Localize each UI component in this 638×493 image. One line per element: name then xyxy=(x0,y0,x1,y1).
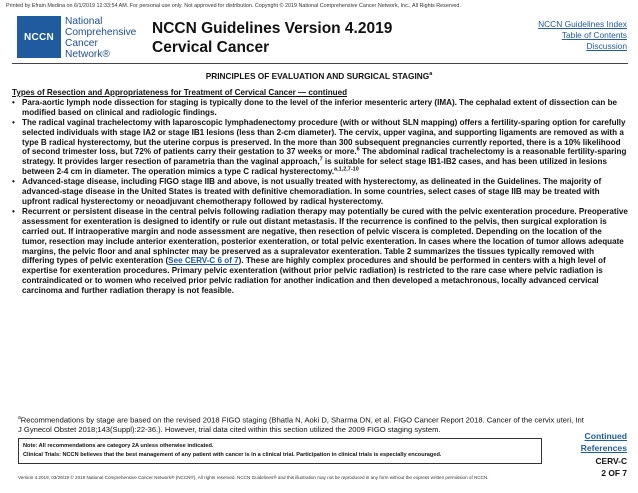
bullet-item xyxy=(12,118,628,177)
clinical-trials-line: Clinical Trials: NCCN believes that the best management of any patient with cancer is in a clinical trial. Participation in clinical trials is especially encouraged. xyxy=(23,451,442,458)
bullet-item xyxy=(12,177,628,207)
copyright-footer: Version 4.2019, 03/29/19 © 2019 National Comprehensive Cancer Network® (NCCN®), All rights reserved. NCCN Guidelines® and this illustration may not be reproduced in any form without the express written permission of NCCN. xyxy=(18,475,489,480)
continued-link[interactable]: Continued xyxy=(584,431,627,441)
guideline-version-title: NCCN Guidelines Version 4.2019 xyxy=(152,20,393,37)
bullet-item xyxy=(12,98,628,118)
logo-word: Cancer xyxy=(65,38,98,49)
discussion-link[interactable]: Discussion xyxy=(586,41,627,51)
references-link[interactable]: References xyxy=(580,443,627,453)
logo-word: Comprehensive xyxy=(65,27,137,38)
section-continued-label: — continued xyxy=(295,88,348,97)
bullet-text: Advanced-stage disease, including FIGO stage IIB and above, is not usually treated with hysterectomy, as delineated in the Guidelines. The majority of advanced-stage disease in the United States is treated with definitive chemoradiation. In some countries, select cases of stage IIB may be treated with upfront radical hysterectomy or neoadjuvant chemotherapy followed by radical hysterectomy. xyxy=(22,177,602,206)
page-code: CERV-C xyxy=(595,456,627,466)
guideline-title xyxy=(152,19,392,57)
footnote-text: Recommendations by stage are based on the revised 2018 FIGO staging (Bhatla N, Aoki D, Sharma DN, et al. FIGO Cancer Report 2018. Cancer of the cervix uteri, Int J Gynecol Obstet 2018;143(Suppl):22-36.). However, trial data cited within this section utilized the 2009 FIGO staging system. xyxy=(18,415,584,435)
logo-word: National xyxy=(65,16,103,27)
table-of-contents-link[interactable]: Table of Contents xyxy=(561,30,627,40)
section-heading xyxy=(12,88,628,98)
footnote xyxy=(18,414,588,435)
bullet-list xyxy=(12,98,628,296)
page-heading-footnote-mark: a xyxy=(429,71,433,78)
citation-mark: 7 xyxy=(319,156,323,163)
nccn-logo xyxy=(17,16,136,60)
page-heading-text: PRINCIPLES OF EVALUATION AND SURGICAL STAGING xyxy=(205,71,430,81)
printed-notice: Printed by Efrain Medina on 6/1/2019 12:33:54 AM. For personal use only. Not approved for distribution. Copyright © 2019 National Comprehensive Cancer Network, Inc., All Rights Reserved. xyxy=(6,3,461,9)
logo-word: Network® xyxy=(65,49,110,60)
citation-mark: a,1,2,7-10 xyxy=(334,166,359,173)
bullet-text: The abdominal radical trachelectomy is a reasonable fertility-sparing strategy. It provides larger resection of parametria than the vaginal approach, xyxy=(22,147,627,167)
note-box xyxy=(18,438,542,464)
content-body xyxy=(12,88,628,296)
section-heading-text: Types of Resection and Appropriateness for Treatment of Cervical Cancer xyxy=(12,88,296,97)
bullet-text: is suitable for select stage IB1-IB2 cases, and has been utilized in lesions between 2-4 cm in diameter. The operation mimics a type C radical hysterectomy. xyxy=(22,157,607,177)
guideline-disease-title: Cervical Cancer xyxy=(152,39,270,56)
logo-wordmark xyxy=(65,16,136,60)
logo-badge: NCCN xyxy=(17,16,61,58)
bullet-text: Para-aortic lymph node dissection for staging is typically done to the level of the inferior mesenteric artery (IMA). The cephalad extent of dissection can be modified based on clinical and radiologic findings. xyxy=(22,97,618,117)
bullet-item xyxy=(12,207,628,296)
header-divider xyxy=(12,63,628,64)
bullet-text: Recurrent or persistent disease in the central pelvis following radiation therapy may potentially be cured with the pelvic exenteration procedure. Preoperative assessment for exenteration is designed to identify or rule out distant metastasis. If the recurrence is confined to the pelvis, then surgical exploration is carried out. If intraoperative margin and node assessment are negative, then resection of pelvic viscera is completed. Depending on the location of the tumor, resection may include anterior exenteration, posterior exenteration, or total pelvic exenteration. In cases where the location of tumor allows adequate margins, the pelvic floor and anal sphincter may be preserved as a supralevator exenteration. Table 2 summarizes the tissues typically removed with differing types of pelvic exenteration ( xyxy=(22,206,628,266)
guidelines-index-link[interactable]: NCCN Guidelines Index xyxy=(538,19,627,29)
footnote-mark: a xyxy=(18,415,21,421)
bullet-text: The radical vaginal trachelectomy with laparoscopic lymphadenectomy procedure (with or without SLN mapping) offers a fertility-sparing option for carefully selected individuals with stage IA2 or stage IB1 lesions (less than 2-cm diameter). The cervix, upper vagina, and supporting ligaments are removed as with a type B radical hysterectomy, but the uterine corpus is preserved. In the more than 300 subsequent pregnancies currently reported, there is a 10% likelihood of second trimester loss, but 72% of patients carry their gestation to 37 weeks or more. xyxy=(22,117,626,157)
note-line: Note: All recommendations are category 2A unless otherwise indicated. xyxy=(23,443,214,449)
page-number: 2 OF 7 xyxy=(601,468,627,478)
bullet-text: ). These are highly complex procedures and should be performed in centers with a high level of expertise for exenteration procedures. Primary pelvic exenteration (without prior pelvic radiation) is restricted to the rare case where pelvic radiation is contraindicated or to women who received prior pelvic radiation for another indication and then developed a metachronous, locally advanced cervical carcinoma and further radiation therapy is not feasible. xyxy=(22,256,606,296)
page-heading xyxy=(0,71,638,81)
header-nav xyxy=(538,19,627,52)
cerv-c-6-of-7-link[interactable]: See CERV-C 6 of 7 xyxy=(168,256,239,266)
page-nav xyxy=(581,430,627,478)
citation-mark: 6 xyxy=(356,146,360,153)
